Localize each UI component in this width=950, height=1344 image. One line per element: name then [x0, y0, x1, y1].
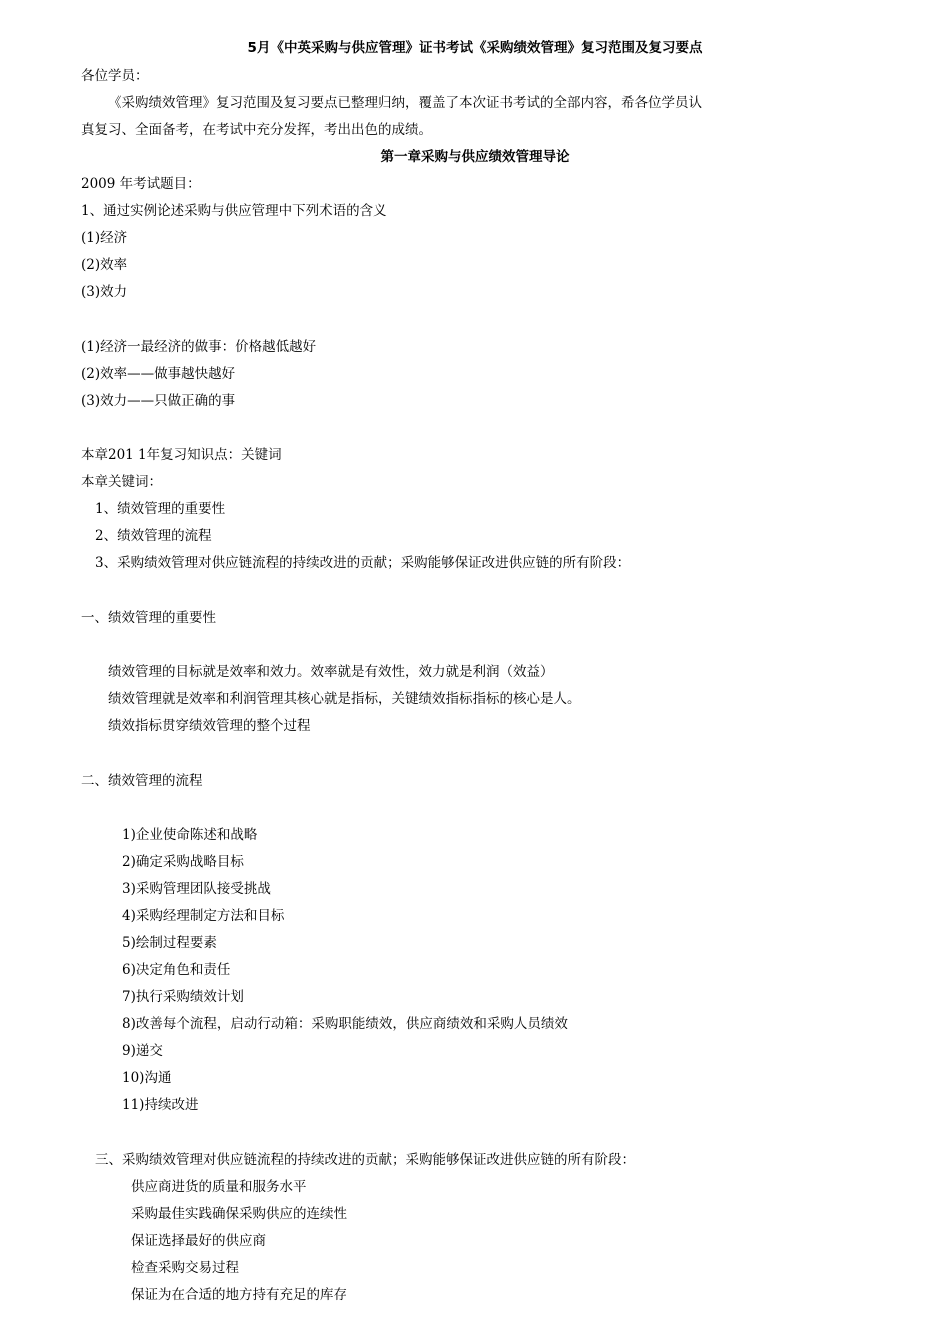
keyword-item: 1、绩效管理的重要性 — [95, 501, 226, 517]
term-item: (2)效率 — [81, 257, 128, 273]
section-line: 保证为在合适的地方持有充足的库存 — [131, 1287, 347, 1303]
process-step: 2)确定采购战略目标 — [122, 854, 244, 870]
process-step: 9)递交 — [122, 1043, 163, 1059]
section-heading: 二、绩效管理的流程 — [81, 773, 203, 789]
intro-line-2: 真复习、全面备考，在考试中充分发挥，考出出色的成绩。 — [81, 122, 432, 138]
review-points: 本章201 1年复习知识点：关键词 — [81, 447, 282, 463]
process-step: 10)沟通 — [122, 1070, 172, 1086]
term-item: (3)效力 — [81, 284, 128, 300]
chapter-title: 第一章采购与供应绩效管理导论 — [380, 149, 570, 165]
keyword-item: 3、采购绩效管理对供应链流程的持续改进的贡献；采购能够保证改进供应链的所有阶段： — [95, 555, 631, 571]
process-step: 4)采购经理制定方法和目标 — [122, 908, 285, 924]
section-line: 采购最佳实践确保采购供应的连续性 — [131, 1206, 347, 1222]
section-line: 供应商进货的质量和服务水平 — [131, 1179, 307, 1195]
section-line: 保证选择最好的供应商 — [131, 1233, 266, 1249]
process-step: 3)采购管理团队接受挑战 — [122, 881, 271, 897]
term-item: (1)经济 — [81, 230, 128, 246]
section-line: 绩效管理的目标就是效率和效力。效率就是有效性，效力就是利润（效益） — [108, 664, 554, 680]
answer-item: (1)经济一最经济的做事：价格越低越好 — [81, 339, 317, 355]
section-heading: 三、采购绩效管理对供应链流程的持续改进的贡献；采购能够保证改进供应链的所有阶段： — [95, 1152, 635, 1168]
keywords-label: 本章关键词： — [81, 474, 162, 490]
intro-line-1: 《采购绩效管理》复习范围及复习要点已整理归纳，覆盖了本次证书考试的全部内容，希各位学员认 — [108, 95, 702, 111]
answer-item: (2)效率——做事越快越好 — [81, 366, 236, 382]
document-title: 5月《中英采购与供应管理》证书考试《采购绩效管理》复习范围及复习要点 — [247, 40, 703, 56]
section-heading: 一、绩效管理的重要性 — [81, 610, 216, 626]
exam-year-label: 2009 年考试题目： — [81, 176, 201, 192]
exam-question: 1、通过实例论述采购与供应管理中下列术语的含义 — [81, 203, 387, 219]
process-step: 5)绘制过程要素 — [122, 935, 217, 951]
process-step: 1)企业使命陈述和战略 — [122, 827, 258, 843]
process-step: 6)决定角色和责任 — [122, 962, 231, 978]
section-line: 绩效管理就是效率和利润管理其核心就是指标，关键绩效指标指标的核心是人。 — [108, 691, 581, 707]
section-line: 检查采购交易过程 — [131, 1260, 239, 1276]
answer-item: (3)效力——只做正确的事 — [81, 393, 236, 409]
process-step: 7)执行采购绩效计划 — [122, 989, 244, 1005]
section-line: 绩效指标贯穿绩效管理的整个过程 — [108, 718, 311, 734]
process-step: 8)改善每个流程，启动行动箱：采购职能绩效，供应商绩效和采购人员绩效 — [122, 1016, 568, 1032]
greeting: 各位学员： — [81, 68, 149, 84]
process-step: 11)持续改进 — [122, 1097, 199, 1113]
keyword-item: 2、绩效管理的流程 — [95, 528, 212, 544]
